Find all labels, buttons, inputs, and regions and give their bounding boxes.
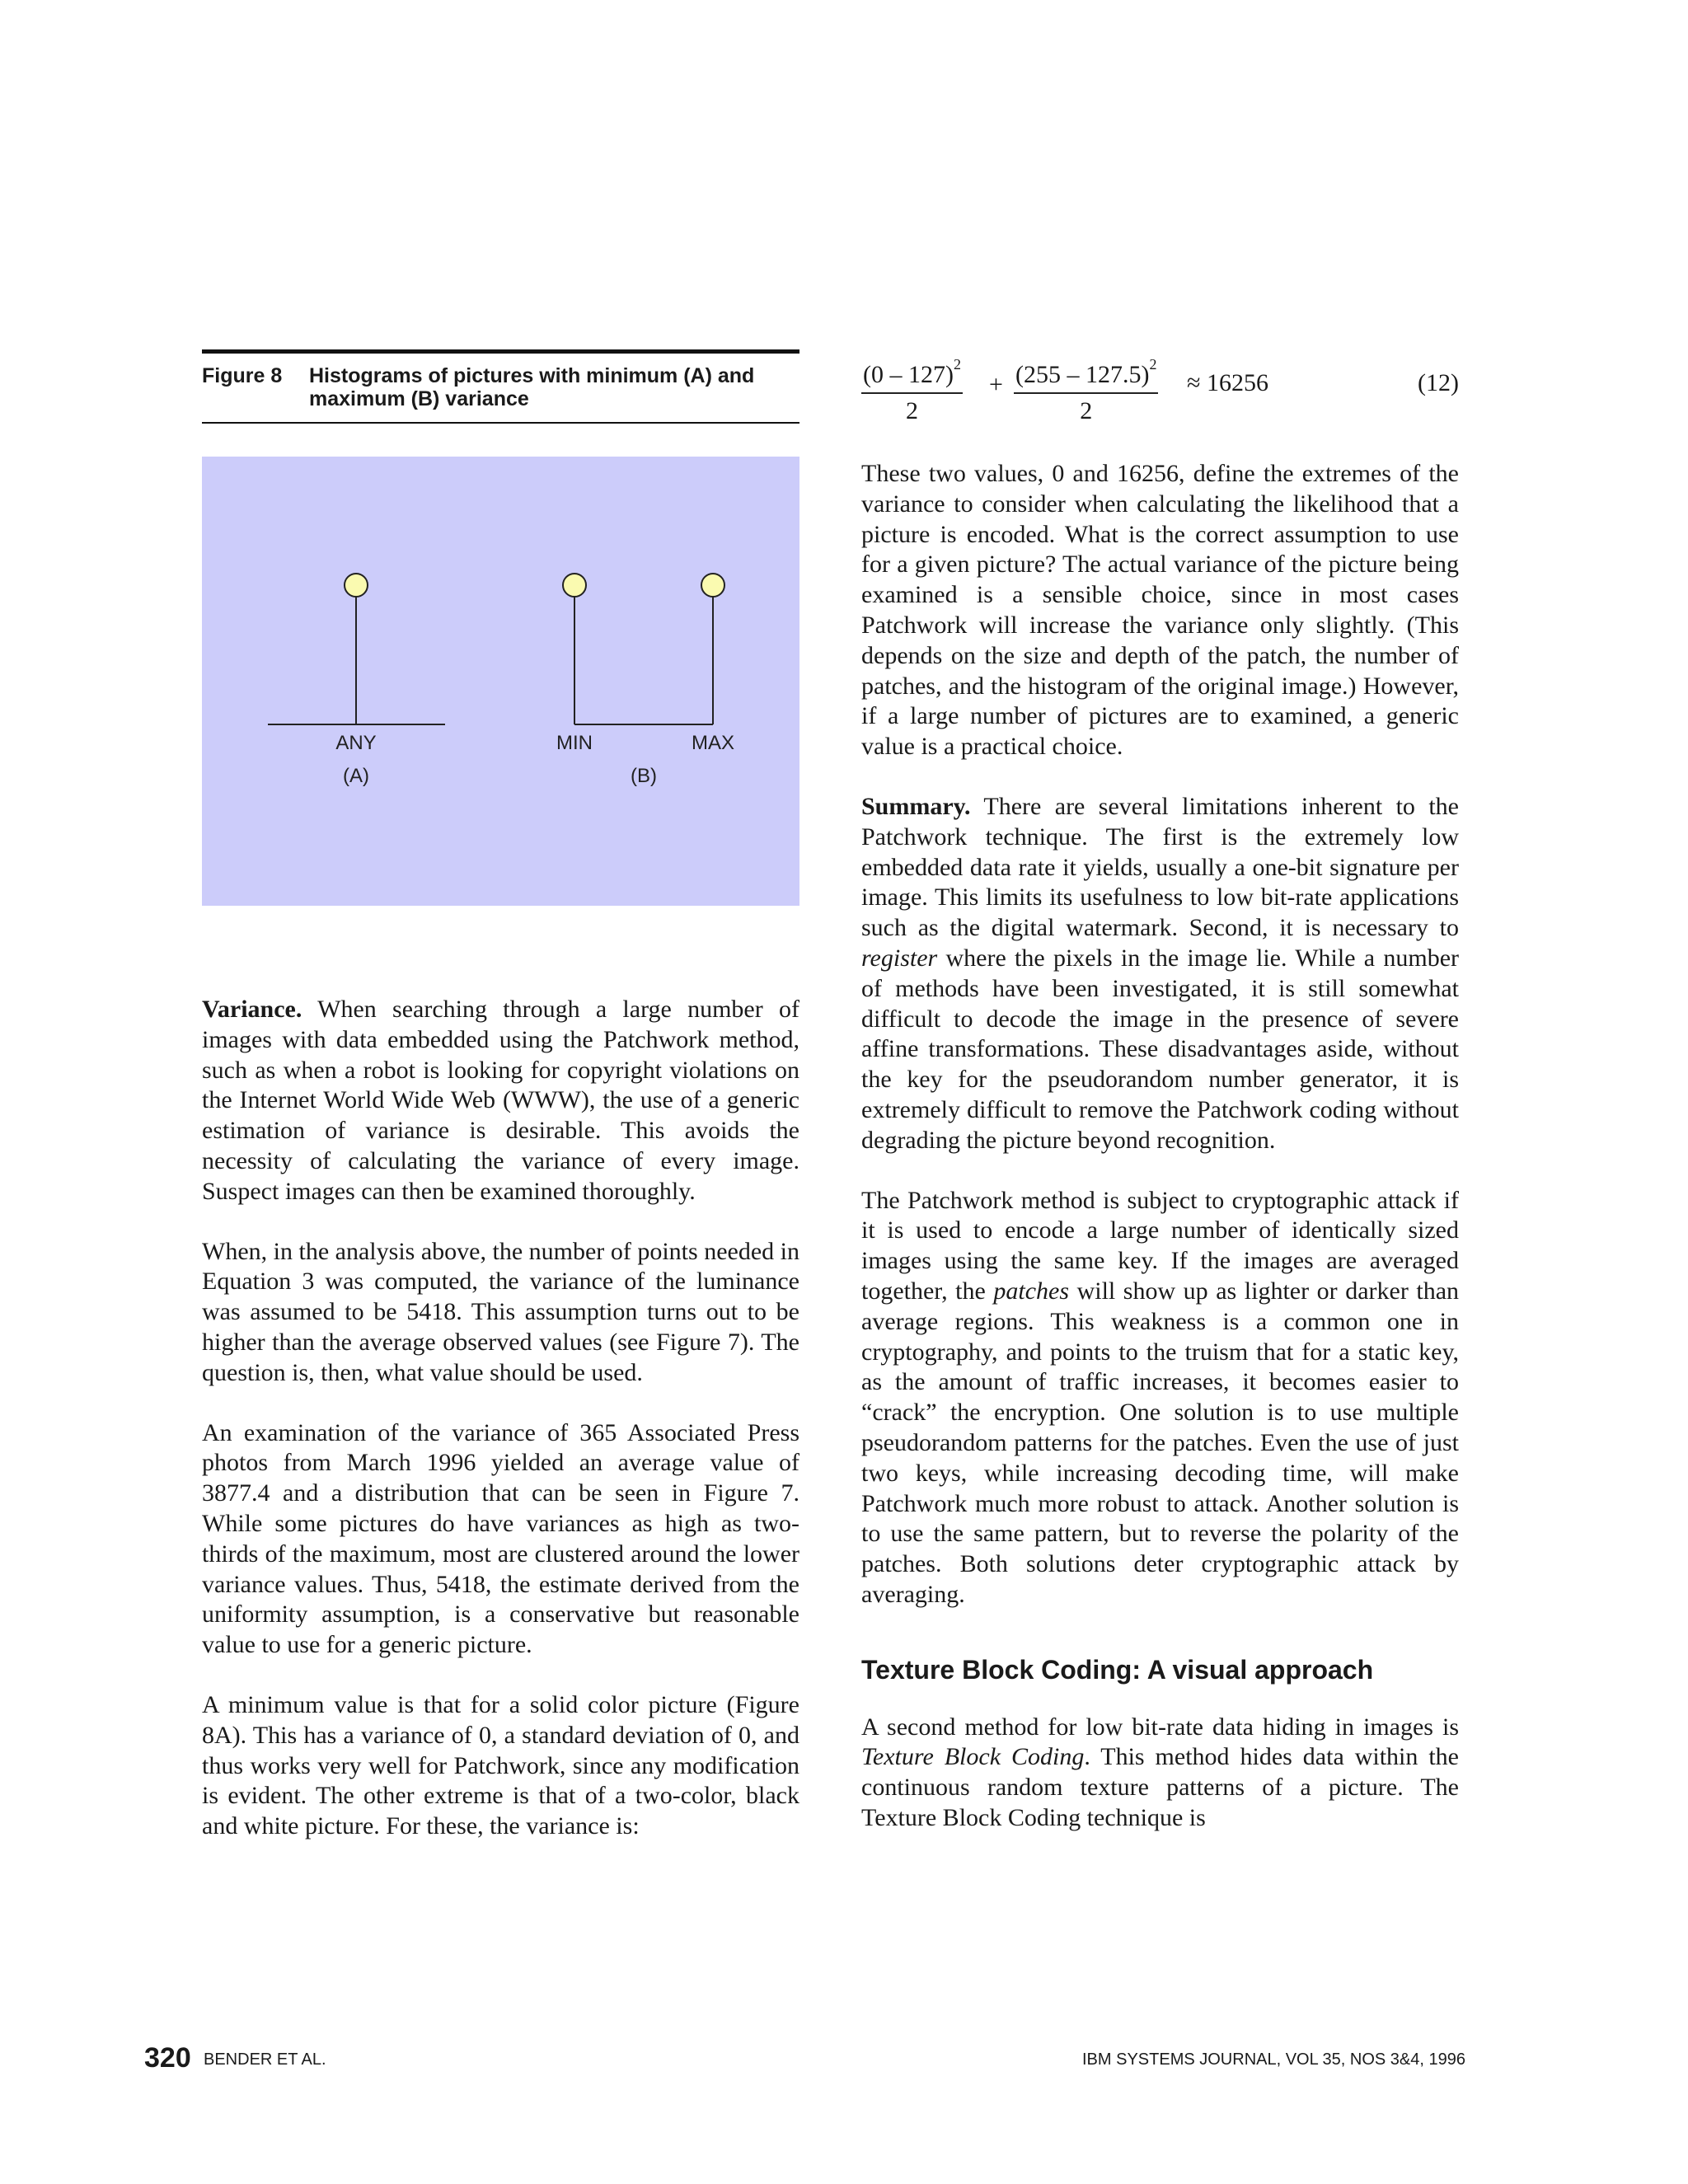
- figure-title: Histograms of pictures with minimum (A) and maximum (B) variance: [309, 364, 755, 410]
- crypto-text-b: will show up as lighter or darker than average regions. This weakness is a common one in cryptography, and points to the truism that for a static key, as the amount of traffic increases, it becomes easier to “crack” the encryption. One solution is to use multiple pseudorandom patterns for the patches. Even the use of just two keys, while increasing decoding time, will make Patchwork much more robust to attack. Another solution is to use the same pattern, but to reverse the polarity of the patches. Both solutions deter cryptographic attack by averaging.: [861, 1277, 1460, 1608]
- left-paragraph-3: An examination of the variance of 365 Associated Press photos from March 1996 yielded an average value of 3877.4 and a distribution that can be seen in Figure 7. While some pictures do have variances as high as two-thirds of the maximum, most are clustered around the lower variance values. Thus, 5418, the estimate derived from the uniformity assumption, is a conservative but reasonable value to use for a generic picture.: [202, 1418, 799, 1659]
- label-b: (B): [631, 765, 657, 787]
- figure-label: Figure 8: [202, 364, 283, 387]
- texture-emphasis: Texture Block Coding: [861, 1743, 1085, 1771]
- exponent-2: 2: [1149, 356, 1157, 373]
- bin-any: [345, 574, 368, 597]
- bin-min: [563, 574, 586, 597]
- equation-12: [861, 330, 1459, 424]
- bin-max: [701, 574, 724, 597]
- journal-reference: IBM SYSTEMS JOURNAL, VOL 35, NOS 3&4, 1996: [1082, 2050, 1465, 2069]
- fraction-1-numerator: (0 – 127): [863, 361, 954, 388]
- histogram-diagram: [202, 457, 799, 906]
- page-footer: [144, 2042, 1465, 2075]
- summary-emphasis: register: [861, 944, 938, 972]
- crypto-text-a: The Patchwork method is subject to cryptographic attack if it is used to encode a large number of identically sized images using the same key. If the images are averaged together, the: [861, 1186, 1459, 1305]
- equation-result: ≈ 16256: [1187, 369, 1268, 396]
- fraction-2-numerator: (255 – 127.5): [1015, 361, 1150, 388]
- label-any: ANY: [335, 732, 377, 754]
- variance-heading: Variance.: [202, 996, 302, 1023]
- fraction-2: [1014, 356, 1158, 425]
- right-paragraph-1: These two values, 0 and 16256, define the extremes of the variance to consider when calculating the likelihood that a picture is encoded. What is the correct assumption to use for a given picture? The actual variance of the picture being examined is a sensible choice, since in most cases Patchwork will increase the variance only slightly. (This depends on the size and depth of the patch, the number of patches, and the histogram of the original image.) However, if a large number of pictures are to examined, a generic value is a practical choice.: [861, 460, 1459, 761]
- running-head: BENDER ET AL.: [204, 2050, 326, 2069]
- figure-8: [202, 349, 799, 906]
- equation-number: (12): [1418, 369, 1459, 396]
- variance-text: When searching through a large number of images with data embedded using the Patchwork method, such as when a robot is looking for copyright violations on the Internet World Wide Web (WWW), the use of a generic estimation of variance is desirable. This avoids the necessity of calculating the variance of every image. Suspect images can then be examined thoroughly.: [202, 996, 799, 1205]
- fraction-1-denominator: 2: [905, 397, 918, 424]
- figure-caption: [202, 354, 799, 424]
- left-paragraph-4: A minimum value is that for a solid color picture (Figure 8A). This has a variance of 0, a standard deviation of 0, and thus works very well for Patchwork, since any modification is evident. The other extreme is that of a two-color, black and white picture. For these, the variance is:: [202, 1690, 799, 1840]
- summary-text-a: There are several limitations inherent to the Patchwork technique. The first is the extremely low embedded data rate it yields, usually a one-bit signature per image. This limits its usefulness to low bit-rate applications such as the digital watermark. Second, it is necessary to: [861, 792, 1459, 942]
- right-column: [861, 330, 1459, 1834]
- crypto-emphasis: patches: [993, 1277, 1069, 1305]
- label-min: MIN: [556, 732, 593, 754]
- summary-paragraph: [861, 792, 1459, 1156]
- label-a: (A): [343, 765, 369, 787]
- right-paragraph-4: [861, 1713, 1459, 1834]
- right-paragraph-3: [861, 1186, 1459, 1610]
- plus-sign: +: [989, 371, 1003, 398]
- summary-heading: Summary.: [861, 792, 971, 820]
- fraction-2-denominator: 2: [1080, 397, 1093, 424]
- figure-panel: [202, 457, 799, 906]
- texture-text-b: . This method hides data within the continuous random texture patterns of a picture. The Texture Block Coding technique is: [861, 1743, 1459, 1832]
- summary-text-b: where the pixels in the image lie. While a number of methods have been investigated, it is still somewhat difficult to decode the image in the presence of severe affine transformations. These disadvantages aside, without the key for the pseudorandom number generator, it is extremely difficult to remove the Patchwork coding without degrading the picture beyond recognition.: [861, 944, 1460, 1154]
- variance-paragraph: [202, 995, 799, 1207]
- fraction-1: [861, 356, 963, 425]
- exponent-1: 2: [953, 356, 961, 373]
- page-number: 320: [144, 2042, 191, 2074]
- section-heading: Texture Block Coding: A visual approach: [861, 1654, 1374, 1685]
- left-column: [202, 330, 799, 1842]
- label-max: MAX: [691, 732, 735, 754]
- left-paragraph-2: When, in the analysis above, the number of points needed in Equation 3 was computed, the variance of the luminance was assumed to be 5418. This assumption turns out to be higher than the average observed values (see Figure 7). The question is, then, what value should be used.: [202, 1237, 799, 1386]
- texture-text-a: A second method for low bit-rate data hiding in images is: [861, 1713, 1459, 1741]
